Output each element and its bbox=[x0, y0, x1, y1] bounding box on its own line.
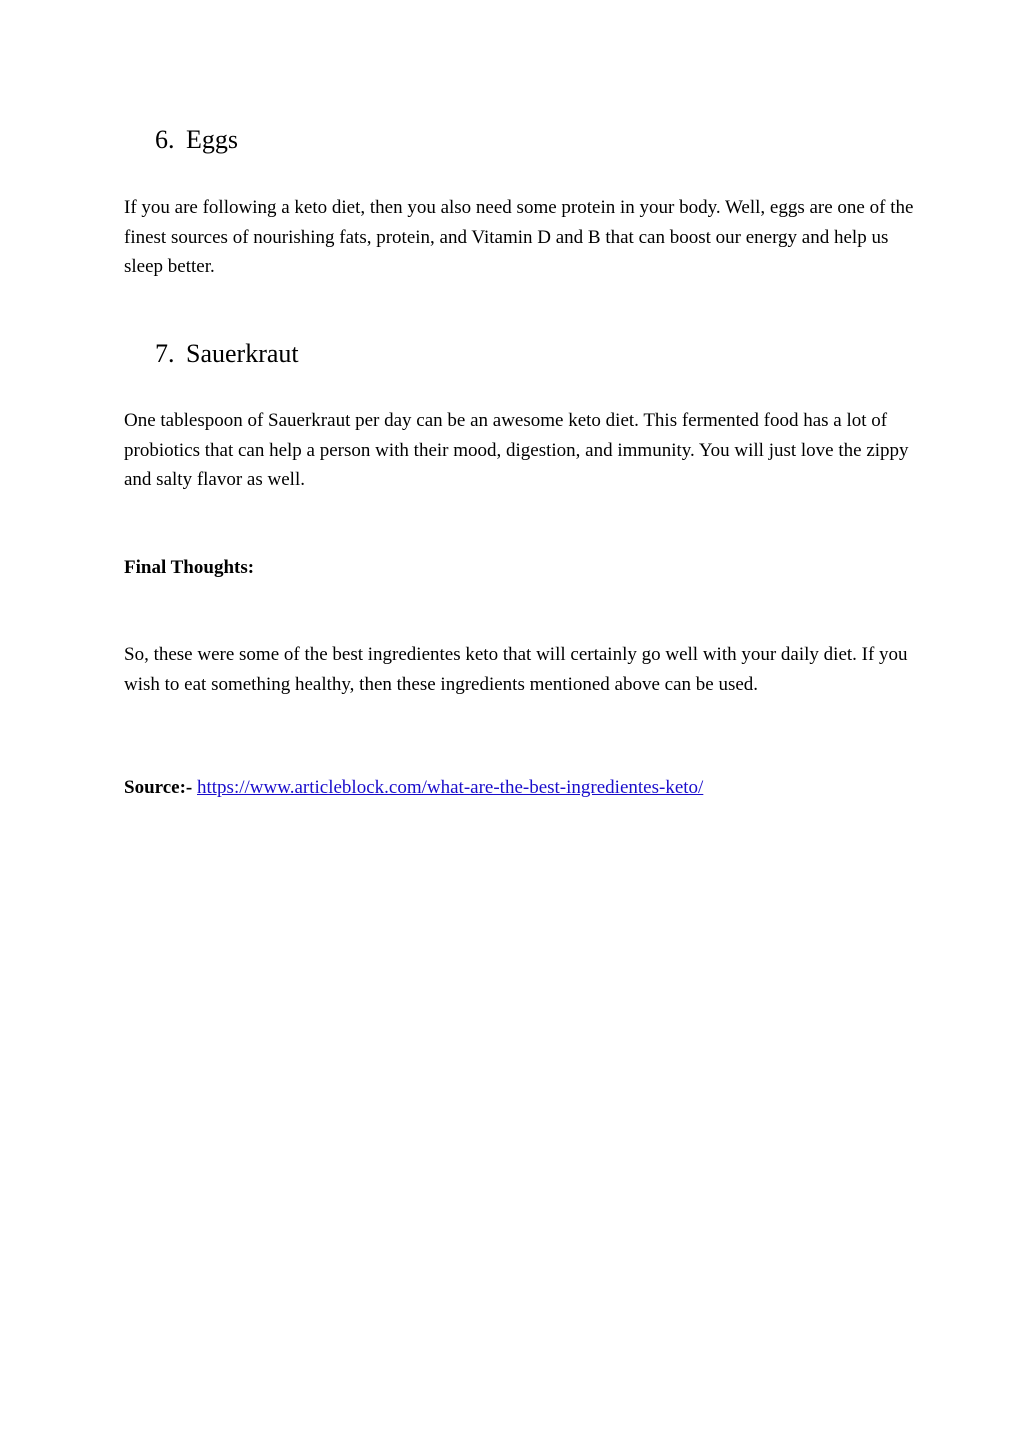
source-link[interactable]: https://www.articleblock.com/what-are-the-best-ingredientes-keto/ bbox=[197, 777, 704, 798]
section-body-eggs: If you are following a keto diet, then you also need some protein in your body. Well, eggs are one of the finest sources of nourishing fats, protein, and Vitamin D and B that can boost our energy and help us sleep better. bbox=[124, 197, 914, 277]
final-thoughts-heading: Final Thoughts: bbox=[124, 557, 255, 578]
section-number: 6. bbox=[155, 125, 175, 154]
source-label: Source:- bbox=[124, 777, 193, 798]
final-thoughts-body: So, these were some of the best ingredientes keto that will certainly go well with your daily diet. If you wish to eat something healthy, then these ingredients mentioned above can be used. bbox=[124, 644, 908, 695]
section-heading-eggs bbox=[155, 125, 238, 155]
section-heading-sauerkraut bbox=[155, 339, 299, 369]
section-number: 7. bbox=[155, 339, 175, 368]
section-title: Sauerkraut bbox=[186, 339, 299, 368]
section-title: Eggs bbox=[186, 125, 238, 154]
source-line bbox=[124, 773, 703, 802]
section-body-sauerkraut: One tablespoon of Sauerkraut per day can be an awesome keto diet. This fermented food has a lot of probiotics that can help a person with their mood, digestion, and immunity. You will just love the zippy and salty flavor as well. bbox=[124, 410, 909, 490]
